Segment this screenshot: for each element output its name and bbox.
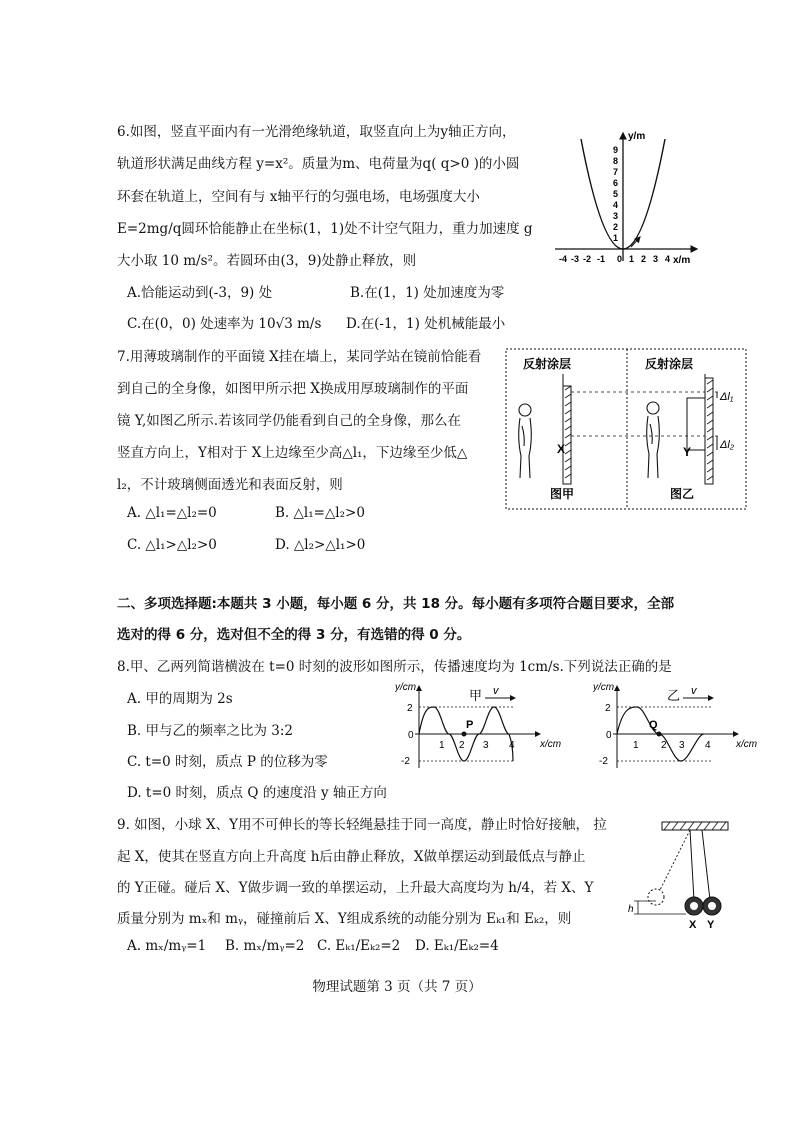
y-ticks (613, 145, 618, 243)
wave-b-xtick-1: 1 (633, 740, 639, 751)
wave-b-xtick-4: 4 (705, 740, 711, 751)
q9-option-c: C. Eₖ₁/Eₖ₂=2 (317, 938, 401, 954)
wave-a-xtick-2: 2 (459, 740, 465, 751)
svg-text:6: 6 (613, 178, 619, 188)
svg-text:9: 9 (613, 145, 619, 155)
q6-option-d: D.在(-1，1) 处机械能最小 (346, 316, 506, 332)
q8-wave-b-figure (593, 680, 763, 770)
q7-mirror-figure (505, 348, 747, 510)
right-coating-label: 反射涂层 (645, 357, 694, 371)
dl2-label: Δl₂ (720, 439, 735, 451)
svg-text:4: 4 (665, 254, 671, 264)
y-axis-label: y/m (628, 131, 646, 142)
point-p-label: P (466, 719, 474, 731)
q6-option-a: A.恰能运动到(-3，9) 处 (127, 285, 273, 301)
svg-text:-3: -3 (571, 254, 580, 264)
q9-line-3: 的 Y正碰。碰后 X、Y做步调一致的单摆运动，上升最大高度均为 h/4，若 X、Y (117, 880, 594, 896)
q8-option-c: C. t=0 时刻，质点 P 的位移为零 (127, 754, 328, 770)
label-ball-y: Y (707, 919, 715, 931)
svg-text:4: 4 (613, 200, 619, 210)
ceiling (662, 822, 728, 830)
label-ball-x: X (689, 919, 697, 931)
svg-text:-2: -2 (583, 254, 592, 264)
mirror-y-glass (687, 398, 705, 450)
q7-option-c: C. △l₁>△l₂>0 (127, 537, 217, 553)
h-label: h (628, 904, 634, 915)
q6-line-4: E=2mg/q圆环恰能静止在坐标(1，1)处不计空气阻力，重力加速度 g (117, 221, 533, 237)
q8-wave-a-figure (395, 680, 565, 770)
wave-b-xlabel: x/cm (736, 739, 758, 750)
x-axis-label: x/m (673, 255, 691, 266)
q6-parabola-figure (545, 125, 705, 273)
svg-text:2: 2 (613, 222, 619, 232)
wave-b-ytick-0: 0 (606, 730, 612, 741)
q7-line-4: 竖直方向上，Y相对于 X上边缘至少高△l₁，下边缘至少低△ (117, 445, 468, 461)
wave-a-xtick-4: 4 (509, 740, 515, 751)
q7-line-1: 7.用薄玻璃制作的平面镜 X挂在墙上，某同学站在镜前恰能看 (117, 349, 482, 365)
svg-text:7: 7 (613, 167, 619, 177)
q6-option-b: B.在(1，1) 处加速度为零 (350, 285, 505, 301)
raised-ball-x (648, 889, 664, 905)
q9-option-d: D. Eₖ₁/Eₖ₂=4 (415, 938, 499, 954)
q6-line-3: 环套在轨道上，空间有与 x轴平行的匀强电场，电场强度大小 (117, 189, 480, 205)
q8-option-d: D. t=0 时刻，质点 Q 的速度沿 y 轴正方向 (127, 785, 387, 801)
q7-option-a: A. △l₁=△l₂=0 (127, 505, 217, 521)
left-coating-label: 反射涂层 (523, 357, 572, 371)
q6-option-c: C.在(0，0) 处速率为 10√3 m/s (127, 316, 322, 332)
q9-line-4: 质量分别为 mₓ和 mᵧ，碰撞前后 X、Y组成系统的动能分别为 Eₖ₁和 Eₖ₂，则 (117, 911, 572, 927)
point-q (657, 732, 662, 737)
svg-text:3: 3 (613, 211, 619, 221)
dl1-label: Δl₁ (720, 391, 734, 403)
wave-b-ylabel: y/cm (593, 682, 615, 693)
ball-x-highlight (690, 902, 698, 910)
svg-text:-4: -4 (559, 254, 568, 264)
q9-option-a: A. mₓ/mᵧ=1 (127, 938, 207, 954)
label-y: Y (683, 445, 692, 459)
label-x: X (557, 442, 566, 456)
wave-a-xlabel: x/cm (540, 739, 562, 750)
wave-b-title: 乙 (667, 688, 681, 703)
wave-a-ytick-0: 0 (408, 730, 414, 741)
caption-left: 图甲 (550, 487, 575, 501)
q6-line-1: 6.如图，竖直平面内有一光滑绝缘轨道，取竖直向上为y轴正方向， (117, 124, 516, 140)
section2-line-1: 二、多项选择题:本题共 3 小题，每小题 6 分，共 18 分。每小题有多项符合题目要求，全部 (117, 596, 675, 612)
page-footer: 物理试题第 3 页（共 7 页） (312, 979, 482, 995)
svg-text:3: 3 (653, 254, 659, 264)
svg-text:0: 0 (617, 254, 623, 264)
q7-line-3: 镜 Y,如图乙所示.若该同学仍能看到自己的全身像，那么在 (117, 413, 462, 429)
person-right (647, 402, 660, 478)
q9-pendulum-figure (622, 818, 732, 933)
point-p (462, 732, 467, 737)
q7-line-2: 到自己的全身像，如图甲所示把 X换成用厚玻璃制作的平面 (117, 381, 469, 397)
wave-a-xtick-1: 1 (439, 740, 445, 751)
svg-text:5: 5 (613, 189, 619, 199)
svg-text:2: 2 (641, 254, 647, 264)
wave-b-ytick-neg2: -2 (599, 756, 608, 767)
q8-option-b: B. 甲与乙的频率之比为 3:2 (127, 723, 294, 739)
raised-string (660, 830, 690, 890)
section2-line-2: 选对的得 6 分，选对但不全的得 3 分，有选错的得 0 分。 (117, 627, 471, 643)
wave-a-velocity: v (493, 685, 499, 697)
svg-text:1: 1 (629, 254, 635, 264)
wave-a-xtick-3: 3 (483, 740, 489, 751)
q7-option-b: B. △l₁=△l₂>0 (275, 505, 365, 521)
wave-b-xtick-2: 2 (661, 740, 667, 751)
ball-y-highlight (708, 902, 716, 910)
wave-a-title: 甲 (469, 688, 483, 703)
q7-line-5: l₂，不计玻璃侧面透光和表面反射，则 (117, 477, 343, 493)
q6-line-5: 大小取 10 m/s²。若圆环由(3，9)处静止释放，则 (117, 253, 417, 269)
q8-stem: 8.甲、乙两列简谐横波在 t=0 时刻的波形如图所示，传播速度均为 1cm/s.下列说法正确的是 (117, 659, 672, 675)
wave-b-velocity: v (691, 685, 697, 697)
q9-option-b: B. mₓ/mᵧ=2 (225, 938, 305, 954)
person-left (519, 404, 532, 478)
string-y (702, 830, 710, 900)
string-x (690, 830, 694, 900)
q9-line-1: 9. 如图，小球 X、Y用不可伸长的等长轻绳悬挂于同一高度，静止时恰好接触， 拉 (117, 817, 607, 833)
q8-option-a: A. 甲的周期为 2s (127, 691, 233, 707)
svg-text:1: 1 (613, 233, 619, 243)
point-q-label: Q (649, 719, 658, 731)
q9-line-2: 起 X，使其在竖直方向上升高度 h后由静止释放，X做单摆运动到最低点与静止 (117, 849, 586, 865)
x-ticks (559, 254, 670, 264)
wave-a-ytick-2: 2 (407, 703, 413, 714)
wave-b-xtick-3: 3 (679, 740, 685, 751)
caption-right: 图乙 (670, 487, 695, 501)
wave-b-ytick-2: 2 (605, 703, 611, 714)
svg-text:-1: -1 (597, 254, 606, 264)
wave-a-ytick-neg2: -2 (401, 756, 410, 767)
wave-a-ylabel: y/cm (395, 682, 417, 693)
svg-text:8: 8 (613, 156, 619, 166)
q7-option-d: D. △l₂>△l₁>0 (275, 537, 366, 553)
q6-line-2: 轨道形状满足曲线方程 y=x²。质量为m、电荷量为q( q>0 )的小圆 (117, 156, 520, 172)
